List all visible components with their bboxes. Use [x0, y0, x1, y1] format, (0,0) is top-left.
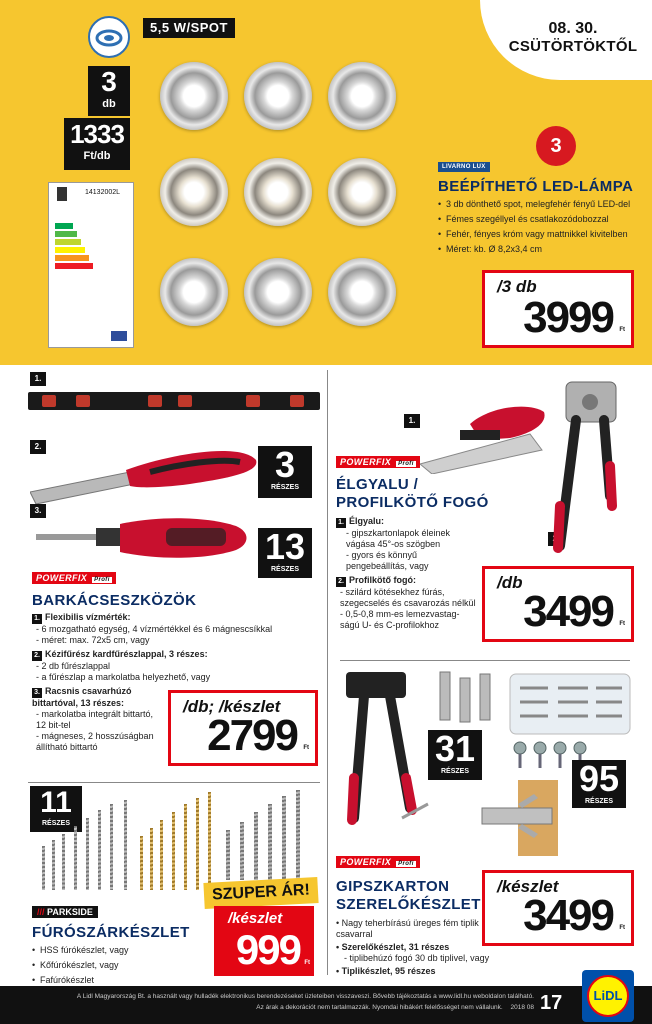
drills-bullets: [32, 944, 202, 989]
count-badge: [428, 730, 482, 780]
brand-sub: Profi: [94, 577, 110, 583]
unit-price-unit: Ft/db: [83, 150, 111, 162]
item-line: - gipszkartonlapok éleinek vágása 45°-os szögben: [346, 528, 451, 549]
brand-name: POWERFIX: [340, 857, 392, 867]
item-line: - tiplibehúzó fogó 30 db tiplivel, vagy: [344, 953, 490, 963]
spotlight: [160, 158, 228, 226]
parkside-stripes-icon: ///: [37, 907, 45, 917]
item-number: 1.: [32, 614, 42, 624]
energy-scale: [55, 223, 95, 269]
price: 3999: [523, 293, 613, 342]
item-number: 2.: [32, 651, 42, 661]
count-number: 31: [434, 728, 476, 769]
item-number: 1.: [336, 518, 346, 528]
powerfix-logo: [32, 572, 116, 584]
count-badge: [572, 760, 626, 808]
lamp-bullets: [438, 198, 638, 258]
saw-image: [30, 432, 260, 512]
footer-disclaimer: A Lidl Magyarország Bt. a használt vagy hulladék elektronikus berendezéseket üzleteiben visszaveszi. Bővebb tájékoztatás a www.lidl.hu weboldalon található.: [76, 993, 534, 1000]
powerfix-logo: [336, 456, 420, 468]
spirit-level-image: [28, 392, 320, 410]
count-label: RÉSZES: [584, 798, 613, 805]
drywall-title-line1: GIPSZKARTON: [336, 878, 450, 895]
plane-price-box: [482, 566, 634, 642]
anchors-image: [436, 668, 506, 728]
footer-disclaimer: Az árak a dekorációt nem tartalmazzák. Nyomdai hibákért felelősséget nem vállalunk. 2018 08: [256, 1004, 534, 1011]
plane-title-line1: ÉLGYALU /: [336, 476, 419, 493]
item-title: Profilkötő fogó:: [349, 575, 416, 585]
livarno-logo: LIVARNO LUX: [438, 162, 490, 172]
item-line: - szilárd kötésekhez fúrás, szegecselés és csavarozás nélkül: [340, 587, 476, 608]
parkside-logo: [32, 906, 98, 918]
list-item: • HSS fúrókészlet, vagy: [32, 944, 202, 956]
currency: Ft: [619, 925, 625, 931]
vertical-divider: [327, 370, 328, 975]
unit-price: 1333: [70, 119, 124, 149]
item-number: 2.: [336, 577, 346, 587]
quantity-number: 3: [101, 66, 117, 97]
horizontal-divider: [340, 660, 630, 661]
footer: [0, 986, 652, 1024]
count-badge: [258, 446, 312, 498]
currency: Ft: [304, 960, 310, 966]
spotlight: [160, 258, 228, 326]
list-item: • Szerelőkészlet, 31 részes: [336, 942, 450, 952]
count-number: 95: [578, 758, 620, 799]
price-unit: /készlet: [497, 877, 559, 896]
item-line: - 6 mozgatható egység, 4 vízmértékkel és 6 mágnescsíkkal: [36, 624, 273, 634]
item-title: Kézifűrész kardfűrészlappal, 3 részes:: [45, 649, 208, 659]
count-number: 13: [264, 526, 306, 567]
wall-anchor-image: [478, 780, 560, 856]
item-line: - 2 db fűrészlappal: [36, 661, 111, 671]
lamp-title: BEÉPÍTHETŐ LED-LÁMPA: [438, 178, 634, 195]
count-label: RÉSZES: [270, 484, 299, 491]
lidl-logo-text: LiDL: [593, 988, 623, 1003]
item-number: 3.: [30, 504, 46, 518]
list-item: • Fehér, fényes króm vagy mattnikkel kivitelben: [438, 228, 638, 240]
powerfix-logo: [336, 856, 420, 868]
spotlight: [244, 62, 312, 130]
spotlight: [244, 258, 312, 326]
price: 3499: [523, 891, 613, 940]
list-item: • Fafúrókészlet: [32, 974, 202, 986]
list-item: • 3 db dönthető spot, melegfehér fényű LED-del: [438, 198, 638, 210]
item-line: - 0,5-0,8 mm-es lemezvastag-ságú U- és C-profilokhoz: [340, 609, 460, 630]
footer-code: 2018 08: [510, 1004, 534, 1011]
spotlight: [328, 62, 396, 130]
tools-title: BARKÁCSESZKÖZÖK: [32, 592, 197, 609]
plane-title-line2: PROFILKÖTŐ FOGÓ: [336, 494, 489, 511]
spotlight: [244, 158, 312, 226]
count-label: RÉSZES: [270, 566, 299, 573]
horizontal-divider: [28, 782, 320, 783]
price: 2799: [207, 711, 297, 760]
item-line: - a fűrészlap a markolatba helyezhető, vagy: [36, 672, 211, 682]
count-label: RÉSZES: [440, 768, 469, 775]
energy-flag-icon: [111, 331, 127, 341]
spotlight: [328, 158, 396, 226]
count-number: 11: [40, 786, 72, 819]
spotlight: [328, 258, 396, 326]
page-number: 17: [540, 992, 563, 1014]
brand-name: POWERFIX: [36, 573, 88, 583]
date: 08. 30.: [548, 20, 598, 37]
price-unit: /3 db: [497, 277, 537, 296]
warranty-years: 3: [550, 135, 562, 157]
item-number: 1.: [30, 372, 46, 386]
currency: Ft: [619, 327, 625, 333]
plane-description: [336, 516, 486, 631]
item-number: 2.: [30, 440, 46, 454]
currency: Ft: [619, 621, 625, 627]
drills-title: FÚRÓSZÁRKÉSZLET: [32, 924, 190, 941]
list-item: • Kőfúrókészlet, vagy: [32, 959, 202, 971]
drywall-title-line2: SZERELŐKÉSZLET: [336, 896, 481, 913]
brand-name: POWERFIX: [340, 457, 392, 467]
item-number: 1.: [404, 414, 420, 428]
price-unit: /készlet: [228, 910, 283, 927]
count-badge: [258, 528, 312, 578]
brand-sub: Profi: [398, 861, 414, 867]
tools-price-box: [168, 690, 318, 766]
lamp-icon: [88, 16, 130, 58]
lamp-price-box: [482, 270, 634, 348]
brand-name: PARKSIDE: [47, 907, 93, 917]
count-label: RÉSZES: [41, 820, 70, 827]
brand-sub: Profi: [398, 461, 414, 467]
super-price-label: SZUPER ÁR!: [203, 877, 318, 909]
quantity-unit: db: [102, 98, 116, 110]
spotlight: [160, 62, 228, 130]
drywall-description: [336, 918, 506, 977]
item-line: - gyors és könnyű pengebeállítás, vagy: [346, 550, 429, 571]
list-item: • Méret: kb. Ø 8,2x3,4 cm: [438, 243, 638, 255]
plane-image: [410, 394, 550, 474]
price-unit: /db; /készlet: [183, 697, 281, 716]
day: CSÜTÖRTÖKTŐL: [508, 38, 638, 55]
price: 999: [235, 926, 300, 973]
quantity-badge: [88, 66, 130, 116]
item-title: Flexibilis vízmérték:: [45, 612, 131, 622]
currency: Ft: [303, 745, 309, 751]
warranty-badge: [536, 126, 576, 166]
count-number: 3: [274, 444, 296, 485]
energy-label: [48, 182, 134, 348]
spot-label: 5,5 W/SPOT: [143, 18, 235, 38]
energy-label-brand-icon: [57, 187, 67, 201]
rivet-pliers-image: [340, 668, 430, 848]
list-item: • Nagy teherbírású üreges fém tiplik csavarral: [336, 918, 479, 939]
list-item: • Fémes szegéllyel és csatlakozódobozzal: [438, 213, 638, 225]
energy-label-code: 14132002L: [85, 189, 121, 196]
lidl-logo: [582, 970, 634, 1022]
item-title: Racsnis csavarhúzó bittartóval, 13 részes:: [32, 686, 132, 708]
pliers-image: [546, 376, 632, 556]
screwdriver-image: [36, 514, 260, 564]
item-title: Élgyalu:: [349, 516, 385, 526]
list-item: • Tiplikészlet, 95 részes: [336, 966, 436, 976]
item-line: - markolatba integrált bittartó, 12 bit-tel: [36, 709, 154, 730]
price: 3499: [523, 587, 613, 636]
price-unit: /db: [497, 573, 523, 592]
unit-price-badge: [64, 118, 130, 170]
item-line: - mágneses, 2 hosszúságban állítható bittartó: [36, 731, 154, 752]
item-line: - méret: max. 72x5 cm, vagy: [36, 635, 150, 645]
drywall-price-box: [482, 870, 634, 946]
anchor-box-image: [508, 668, 634, 738]
item-number: 3.: [32, 688, 42, 698]
drills-price-box: [214, 906, 314, 976]
